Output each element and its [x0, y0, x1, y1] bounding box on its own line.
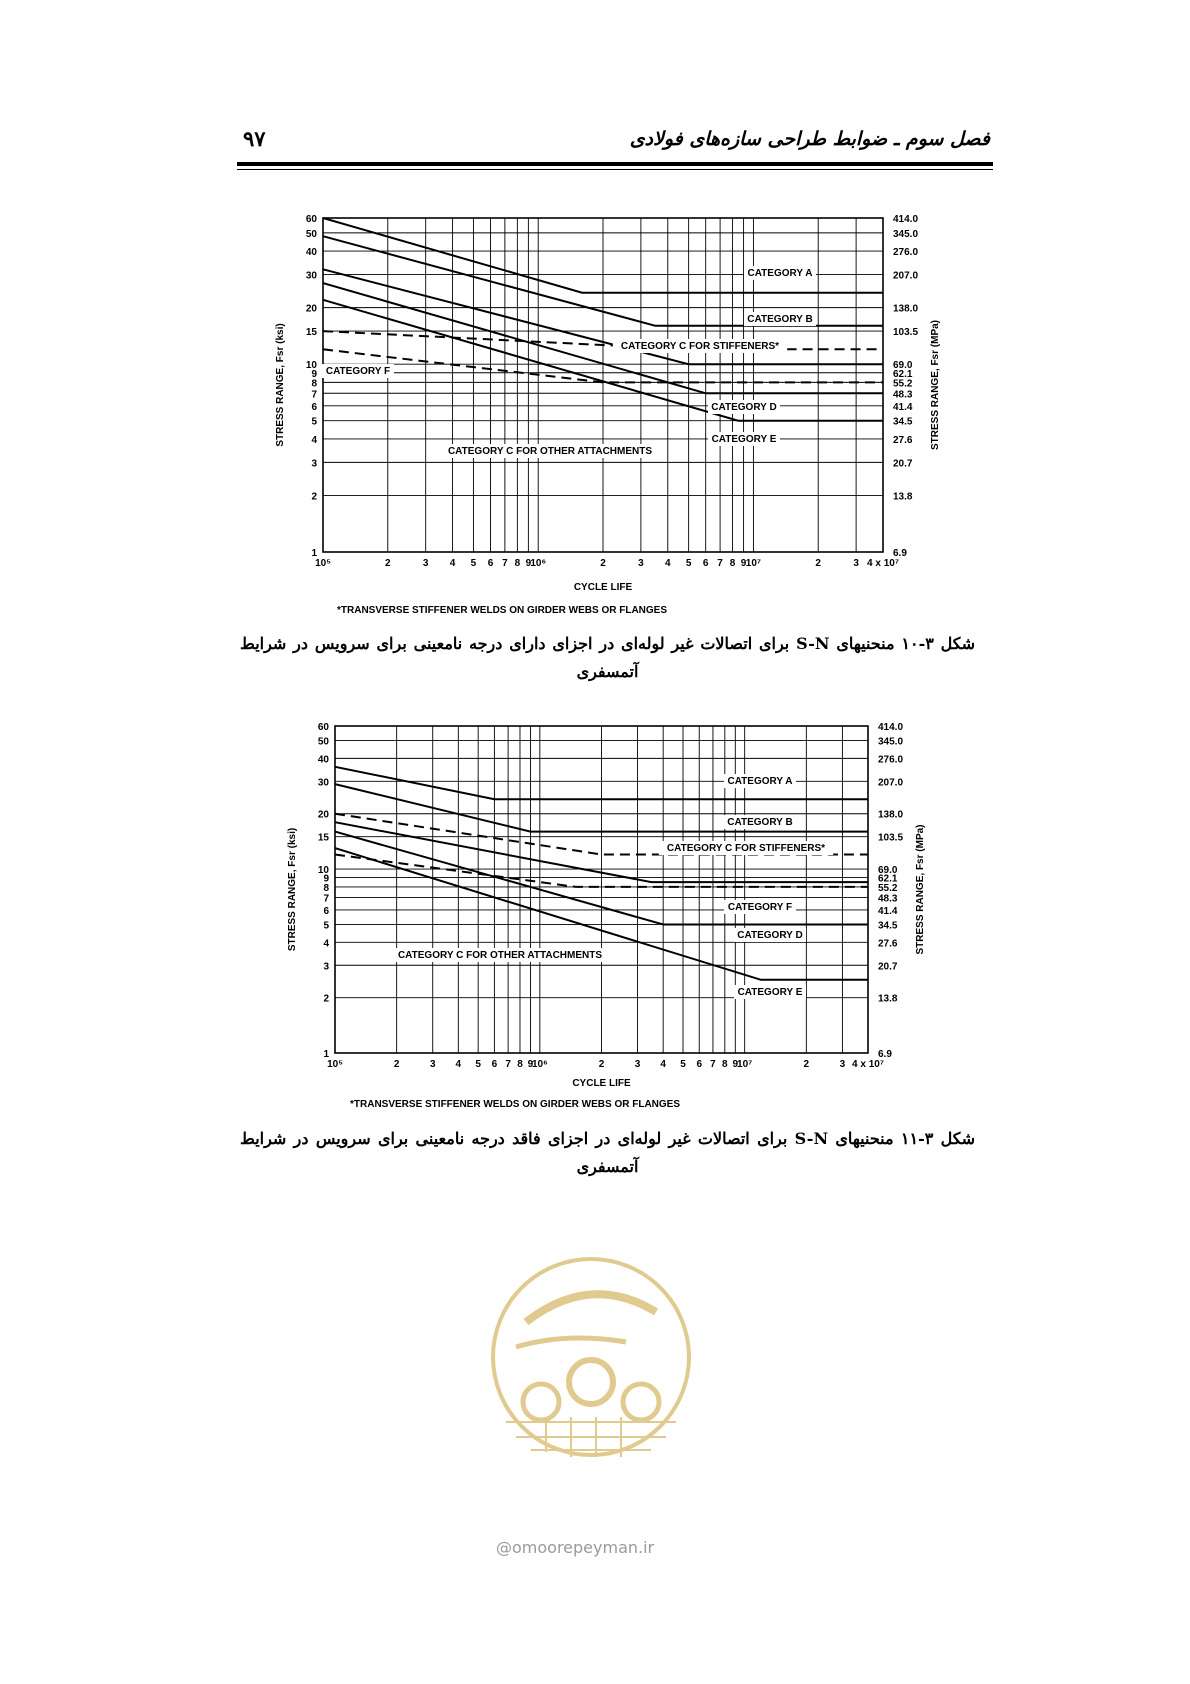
- y-tick-label: 3: [311, 458, 317, 470]
- y-tick-label: 50: [305, 228, 317, 240]
- y-tick-label: 1: [311, 548, 317, 559]
- y-tick-label-right: 13.8: [893, 491, 913, 503]
- x-tick-label: 7: [710, 1059, 716, 1070]
- y-tick-label-right: 103.5: [878, 832, 904, 844]
- x-tick-label: 9: [527, 1059, 534, 1070]
- y-tick-label-right: 345.0: [893, 228, 919, 240]
- x-tick-label: 10⁵: [327, 1059, 343, 1070]
- y-tick-label: 20: [317, 809, 329, 821]
- figure-1-caption: شکل ۳-۱۰ منحنیهای S-N برای اتصالات غیر لوله‌ای در اجزای دارای درجه نامعینی برای سرویس در شرایط آتمسفری: [240, 634, 976, 681]
- y-tick-label-right: 62.1: [893, 368, 913, 380]
- y-tick-label: 9: [323, 873, 329, 885]
- x-tick-label: 6: [491, 1059, 498, 1070]
- category-label: CATEGORY E: [737, 987, 803, 998]
- y-tick-label-right: 414.0: [878, 722, 904, 733]
- x-tick-label: 8: [514, 558, 521, 569]
- y-tick-label: 5: [323, 920, 329, 932]
- y-tick-label-right: 20.7: [893, 458, 913, 470]
- x-tick-label: 9: [732, 1059, 739, 1070]
- category-label: CATEGORY E: [711, 434, 777, 445]
- y-tick-label: 8: [311, 378, 317, 390]
- y-tick-label-right: 34.5: [878, 920, 898, 932]
- y-tick-label-right: 6.9: [878, 1049, 892, 1060]
- x-tick-label: 10⁷: [737, 1059, 753, 1070]
- y-tick-label-right: 13.8: [878, 993, 898, 1005]
- figure-footnote: *TRANSVERSE STIFFENER WELDS ON GIRDER WEBS OR FLANGES: [337, 605, 668, 616]
- x-tick-label: 10⁵: [315, 558, 331, 569]
- y-tick-label: 50: [317, 736, 329, 748]
- x-tick-label: 9: [740, 558, 747, 569]
- x-tick-label: 2: [600, 558, 606, 569]
- y-tick-label: 4: [311, 434, 317, 446]
- y-tick-label: 3: [323, 961, 329, 973]
- x-tick-label: 3: [839, 1059, 846, 1070]
- x-tick-label: 4 x 10⁷: [867, 558, 899, 569]
- category-label: CATEGORY A: [727, 776, 793, 787]
- y-tick-label-right: 48.3: [893, 389, 913, 401]
- x-tick-label: 5: [685, 558, 692, 569]
- x-tick-label: 2: [803, 1059, 810, 1070]
- y-tick-label: 8: [323, 882, 329, 894]
- y-tick-label-right: 103.5: [893, 327, 919, 339]
- x-tick-label: 4: [455, 1059, 462, 1070]
- x-tick-label: 3: [853, 558, 859, 569]
- category-label: CATEGORY A: [747, 268, 813, 279]
- y-tick-label-right: 6.9: [893, 548, 907, 559]
- y-axis-title: STRESS RANGE, Fsr (ksi): [287, 827, 298, 952]
- x-tick-label: 3: [634, 1059, 641, 1070]
- x-tick-label: 8: [729, 558, 736, 569]
- x-tick-label: 8: [722, 1059, 728, 1070]
- category-label: CATEGORY B: [747, 314, 813, 325]
- y-tick-label: 60: [305, 214, 317, 225]
- page-number: ۹۷: [243, 126, 266, 151]
- y-tick-label-right: 41.4: [893, 401, 913, 413]
- x-tick-label: 2: [393, 1059, 400, 1070]
- x-tick-label: 7: [502, 558, 508, 569]
- y-tick-label: 2: [311, 491, 317, 503]
- y-axis-title-right: STRESS RANGE, Fsr (MPa): [930, 319, 941, 451]
- y-tick-label-right: 48.3: [878, 893, 898, 905]
- running-head: فصل سوم ـ ضوابط طراحی سازه‌های فولادی: [629, 128, 990, 150]
- category-label: CATEGORY D: [737, 930, 803, 941]
- category-label: CATEGORY F: [325, 366, 391, 377]
- category-label: CATEGORY C FOR STIFFENERS*: [666, 843, 826, 854]
- y-tick-label-right: 62.1: [878, 873, 898, 885]
- y-tick-label: 9: [311, 368, 317, 380]
- y-tick-label-right: 207.0: [893, 270, 919, 282]
- x-tick-label: 2: [385, 558, 391, 569]
- x-tick-label: 7: [505, 1059, 511, 1070]
- x-tick-label: 6: [487, 558, 494, 569]
- watermark-url: @omoorepeyman.ir: [496, 1538, 655, 1557]
- figure-2-caption: شکل ۳-۱۱ منحنیهای S-N برای اتصالات غیر لوله‌ای در اجزای فاقد درجه نامعینی برای سرویس در شرایط آتمسفری: [240, 1129, 975, 1176]
- y-tick-label-right: 55.2: [893, 378, 913, 390]
- category-label: CATEGORY C FOR OTHER ATTACHMENTS: [397, 950, 603, 961]
- category-label: CATEGORY D: [711, 402, 777, 413]
- x-tick-label: 8: [517, 1059, 523, 1070]
- x-tick-label: 4: [665, 558, 671, 569]
- figure-footnote: *TRANSVERSE STIFFENER WELDS ON GIRDER WEBS OR FLANGES: [350, 1099, 681, 1110]
- omoorepeyman-logo: [486, 1252, 696, 1472]
- y-tick-label-right: 55.2: [878, 882, 898, 894]
- x-tick-label: 2: [598, 1059, 605, 1070]
- y-tick-label-right: 414.0: [893, 214, 919, 225]
- y-tick-label-right: 207.0: [878, 777, 904, 789]
- x-tick-label: 7: [717, 558, 723, 569]
- y-tick-label: 60: [317, 722, 329, 733]
- y-tick-label-right: 138.0: [893, 303, 919, 315]
- y-tick-label: 1: [323, 1049, 329, 1060]
- y-tick-label-right: 345.0: [878, 736, 904, 748]
- y-tick-label-right: 41.4: [878, 905, 898, 917]
- y-tick-label-right: 20.7: [878, 961, 898, 973]
- x-tick-label: 4: [449, 558, 456, 569]
- y-tick-label: 40: [305, 247, 317, 259]
- y-tick-label: 30: [305, 270, 317, 282]
- category-label: CATEGORY C FOR OTHER ATTACHMENTS: [447, 446, 653, 457]
- category-label: CATEGORY C FOR STIFFENERS*: [620, 341, 780, 352]
- x-tick-label: 10⁷: [745, 558, 762, 569]
- y-tick-label: 2: [323, 993, 329, 1005]
- y-tick-label-right: 276.0: [893, 247, 919, 259]
- x-tick-label: 10⁶: [530, 558, 547, 569]
- y-tick-label: 6: [311, 401, 317, 413]
- y-tick-label: 10: [305, 360, 317, 372]
- x-tick-label: 5: [470, 558, 477, 569]
- x-tick-label: 6: [702, 558, 709, 569]
- y-tick-label-right: 69.0: [893, 360, 913, 372]
- y-tick-label: 4: [323, 938, 329, 950]
- x-axis-title: CYCLE LIFE: [573, 582, 633, 593]
- x-axis-title: CYCLE LIFE: [572, 1078, 631, 1089]
- y-tick-label-right: 138.0: [878, 809, 904, 821]
- x-tick-label: 3: [638, 558, 644, 569]
- x-tick-label: 6: [696, 1059, 703, 1070]
- y-tick-label: 15: [317, 832, 329, 844]
- x-tick-label: 4 x 10⁷: [852, 1059, 884, 1070]
- y-tick-label: 6: [323, 905, 329, 917]
- y-tick-label-right: 27.6: [878, 938, 898, 950]
- y-tick-label-right: 69.0: [878, 865, 898, 877]
- y-tick-label: 7: [311, 389, 317, 401]
- y-tick-label: 7: [323, 893, 329, 905]
- x-tick-label: 3: [422, 558, 429, 569]
- x-tick-label: 4: [660, 1059, 666, 1070]
- x-tick-label: 5: [475, 1059, 481, 1070]
- y-tick-label: 30: [317, 777, 329, 789]
- x-tick-label: 9: [525, 558, 532, 569]
- x-tick-label: 2: [815, 558, 821, 569]
- y-tick-label-right: 27.6: [893, 434, 913, 446]
- x-tick-label: 3: [429, 1059, 436, 1070]
- y-tick-label: 10: [317, 865, 329, 877]
- y-tick-label: 40: [317, 754, 329, 766]
- y-tick-label: 15: [305, 327, 317, 339]
- y-axis-title-right: STRESS RANGE, Fsr (MPa): [915, 824, 926, 955]
- y-tick-label: 20: [305, 303, 317, 315]
- x-tick-label: 5: [680, 1059, 686, 1070]
- category-label: CATEGORY F: [727, 902, 793, 913]
- y-tick-label: 5: [311, 416, 317, 428]
- category-label: CATEGORY B: [727, 817, 793, 828]
- y-tick-label-right: 34.5: [893, 416, 913, 428]
- y-axis-title: STRESS RANGE, Fsr (ksi): [275, 323, 286, 447]
- y-tick-label-right: 276.0: [878, 754, 904, 766]
- x-tick-label: 10⁶: [531, 1059, 548, 1070]
